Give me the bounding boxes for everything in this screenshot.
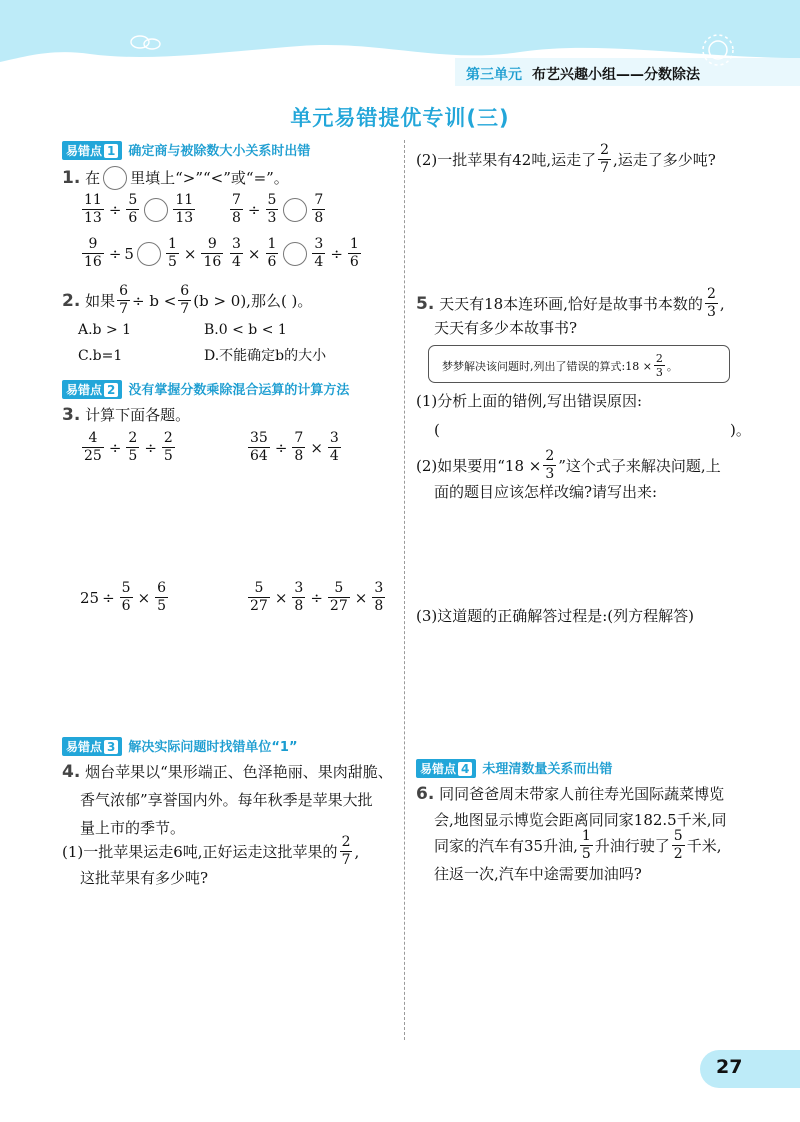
page-title: 单元易错提优专训(三) xyxy=(290,106,510,130)
header-unit: 第三单元 xyxy=(466,67,522,83)
q3-expr-3: 25 ÷ $\frac{5}{6}$ × $\frac{6}{5}$ xyxy=(80,580,167,614)
q5-part-2: (2)如果要用“18 × $\frac{2}{3}$ ”这个式子来解决问题,上 xyxy=(416,448,721,482)
error-point-3-tag: 易错点 3 解决实际问题时找错单位“1” xyxy=(62,736,298,756)
page-number-tab xyxy=(700,1050,800,1088)
header-topic: 布艺兴趣小组——分数除法 xyxy=(532,67,700,83)
blank-circle[interactable] xyxy=(137,242,161,266)
q5-part-1-paren-left: ( xyxy=(434,421,440,439)
q4-part-1: (1)一批苹果运走6吨,正好运走这批苹果的 $\frac{2}{7}$ , xyxy=(62,834,360,868)
q2-option-d[interactable]: D.不能确定b的大小 xyxy=(204,348,327,364)
q6-line-3: 同家的汽车有35升油, $\frac{1}{5}$ 升油行驶了 $\frac{5}{2}$ 千米, xyxy=(434,828,722,862)
error-point-1-tag: 易错点 1 确定商与被除数大小关系时出错 xyxy=(62,140,310,160)
q4-line-2: 香气浓郁”享誉国内外。每年秋季是苹果大批 xyxy=(80,791,373,809)
q4-part-2: (2)一批苹果有42吨,运走了 $\frac{2}{7}$ ,运走了多少吨? xyxy=(416,142,716,176)
q4-line-1: 4. 烟台苹果以“果形端正、色泽艳丽、果肉甜脆、 xyxy=(62,762,393,782)
q4-part-1-question: 这批苹果有多少吨? xyxy=(80,869,209,887)
q2-option-c[interactable]: C.b=1 xyxy=(78,348,123,364)
mistake-note-text: 梦梦解决该问题时,列出了错误的算式:18 × $\frac{2}{3}$ 。 xyxy=(442,352,678,379)
q6-line-2: 会,地图显示博览会距离同同家182.5千米,同 xyxy=(434,811,727,829)
q3-expr-4: $\frac{5}{27}$ × $\frac{3}{8}$ ÷ $\frac{5}{27}$ × $\frac{3}{8}$ xyxy=(250,580,384,614)
q5-part-2-line-2: 面的题目应该怎样改编?请写出来: xyxy=(434,483,658,501)
page-number: 27 xyxy=(716,1056,743,1078)
q1-expr-row2-left: $\frac{9}{16}$ ÷ 5 $\frac{1}{5}$ × $\frac{9}{16}$ xyxy=(84,236,222,270)
q1-expr-row1-right: $\frac{7}{8}$ ÷ $\frac{5}{3}$ $\frac{7}{8}$ xyxy=(232,192,324,226)
blank-circle[interactable] xyxy=(103,166,127,190)
error-point-2-tag: 易错点 2 没有掌握分数乘除混合运算的计算方法 xyxy=(62,379,349,399)
q4-line-3: 量上市的季节。 xyxy=(80,819,186,837)
blank-circle[interactable] xyxy=(144,198,168,222)
q3-expr-2: $\frac{35}{64}$ ÷ $\frac{7}{8}$ × $\frac{3}{4}$ xyxy=(250,430,339,464)
q5-part-1: (1)分析上面的错例,写出错误原因: xyxy=(416,392,643,410)
q5-part-3: (3)这道题的正确解答过程是:(列方程解答) xyxy=(416,607,695,625)
column-divider xyxy=(404,140,405,1040)
q5-part-1-paren-right: )。 xyxy=(730,421,751,439)
q1-expr-row2-right: $\frac{3}{4}$ × $\frac{1}{6}$ $\frac{3}{4}$ ÷ $\frac{1}{6}$ xyxy=(232,236,359,270)
q2-stem: 2. 如果 $\frac{6}{7}$ ÷ b < $\frac{6}{7}$ (b > 0),那么( )。 xyxy=(62,283,313,317)
q1-stem: 1. 在 里填上“>”“<”或“=”。 xyxy=(62,168,289,188)
q2-option-a[interactable]: A.b > 1 xyxy=(78,322,132,338)
q5-line-2: 天天有多少本故事书? xyxy=(434,319,578,337)
q6-line-1: 6. 同同爸爸周末带家人前往寿光国际蔬菜博览 xyxy=(416,784,725,804)
q1-expr-row1-left: $\frac{11}{13}$ ÷ $\frac{5}{6}$ $\frac{11}{13}$ xyxy=(84,192,194,226)
error-point-4-tag: 易错点 4 未理清数量关系而出错 xyxy=(416,758,612,778)
q6-line-4: 往返一次,汽车中途需要加油吗? xyxy=(434,865,642,883)
q2-option-b[interactable]: B.0 < b < 1 xyxy=(204,322,287,338)
q5-line-1: 5. 天天有18本连环画,恰好是故事书本数的 $\frac{2}{3}$ , xyxy=(416,286,725,320)
header-title xyxy=(466,64,700,84)
blank-circle[interactable] xyxy=(283,242,307,266)
q3-expr-1: $\frac{4}{25}$ ÷ $\frac{2}{5}$ ÷ $\frac{2}{5}$ xyxy=(84,430,173,464)
q5-answer-blank[interactable] xyxy=(446,420,730,440)
blank-circle[interactable] xyxy=(283,198,307,222)
q3-stem: 3. 计算下面各题。 xyxy=(62,405,191,425)
